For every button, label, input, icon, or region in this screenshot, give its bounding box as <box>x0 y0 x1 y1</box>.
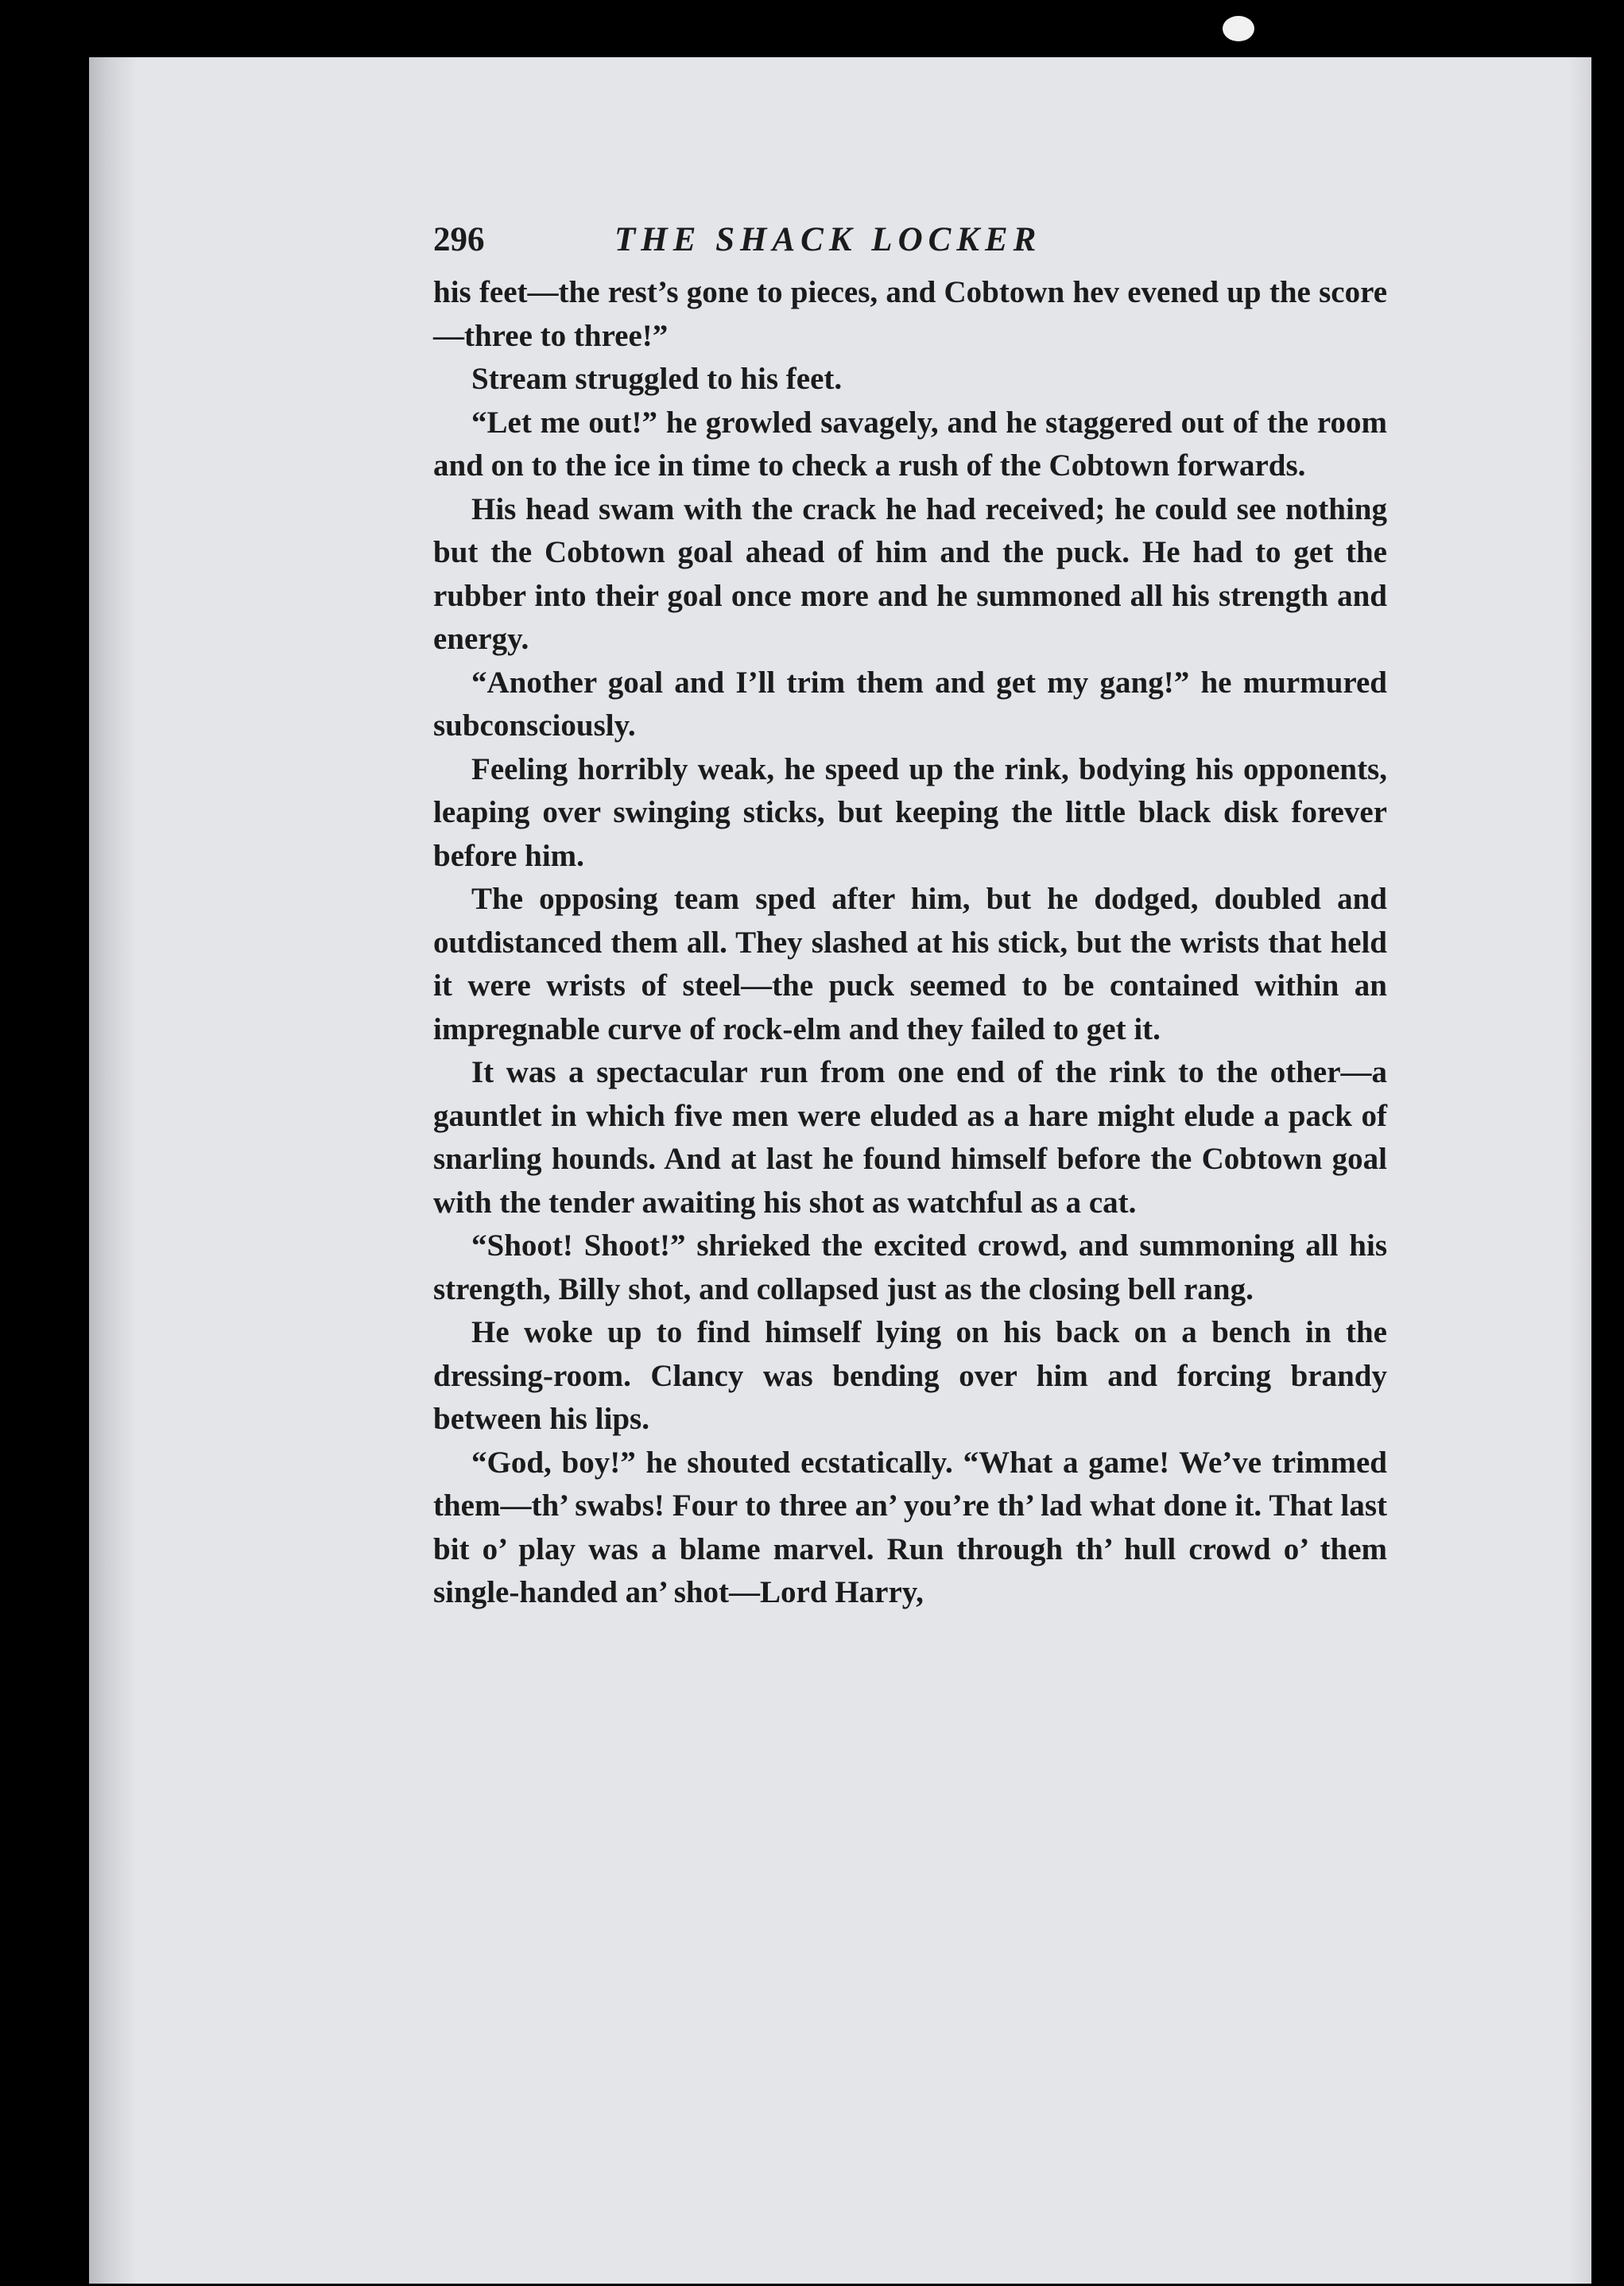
paragraph: It was a spectacular run from one end of the rink to the other—a gauntlet in which five men were eluded as a hare might elude a pack of snarling hounds. And at last he found himself before the Cobtown goal with the tender awaiting his shot as watchful as a cat. <box>433 1055 1387 1220</box>
paragraph: “Another goal and I’ll trim them and get my gang!” he murmured subconsciously. <box>433 665 1387 743</box>
paragraph: Feeling horribly weak, he speed up the rink, bodying his opponents, leaping over swinging sticks, but keeping the little black disk forever before him. <box>433 751 1387 873</box>
page-edge-shadow <box>1569 57 1591 2284</box>
paragraph: He woke up to find himself lying on his back on a bench in the dressing-room. Clancy was bending over him and forcing brandy between his lips. <box>433 1315 1387 1436</box>
paragraph: “Shoot! Shoot!” shrieked the excited crowd, and summoning all his strength, Billy shot, and collapsed just as the closing bell rang. <box>433 1228 1387 1306</box>
punch-hole-mark <box>1223 16 1254 41</box>
paragraph: His head swam with the crack he had received; he could see nothing but the Cobtown goal ahead of him and the puck. He had to get the rubber into their goal once more and he summoned all his strength and energy. <box>433 491 1387 656</box>
binding-shadow <box>89 57 137 2284</box>
paragraph: “Let me out!” he growled savagely, and he staggered out of the room and on to the ice in time to check a rush of the Cobtown forwards. <box>433 405 1387 483</box>
running-header <box>433 219 1387 266</box>
paragraph: Stream struggled to his feet. <box>471 362 843 396</box>
page-text-block <box>433 219 1387 1615</box>
paragraph: his feet—the rest’s gone to pieces, and Cobtown hev evened up the score—three to three!” <box>433 275 1387 353</box>
paragraph: The opposing team sped after him, but he dodged, doubled and outdistanced them all. They slashed at his stick, but the wrists that held it were wrists of steel—the puck seemed to be contained within an impregnable curve of rock-elm and they failed to get it. <box>433 882 1387 1046</box>
paragraph: “God, boy!” he shouted ecstatically. “What a game! We’ve trimmed them—th’ swabs! Four to three an’ you’re th’ lad what done it. That last bit o’ play was a blame marvel. Run through th’ hull crowd o’ them single-handed an’ shot—Lord Harry, <box>433 1445 1387 1609</box>
running-title: THE SHACK LOCKER <box>614 221 1042 258</box>
page-number: 296 <box>433 221 485 258</box>
